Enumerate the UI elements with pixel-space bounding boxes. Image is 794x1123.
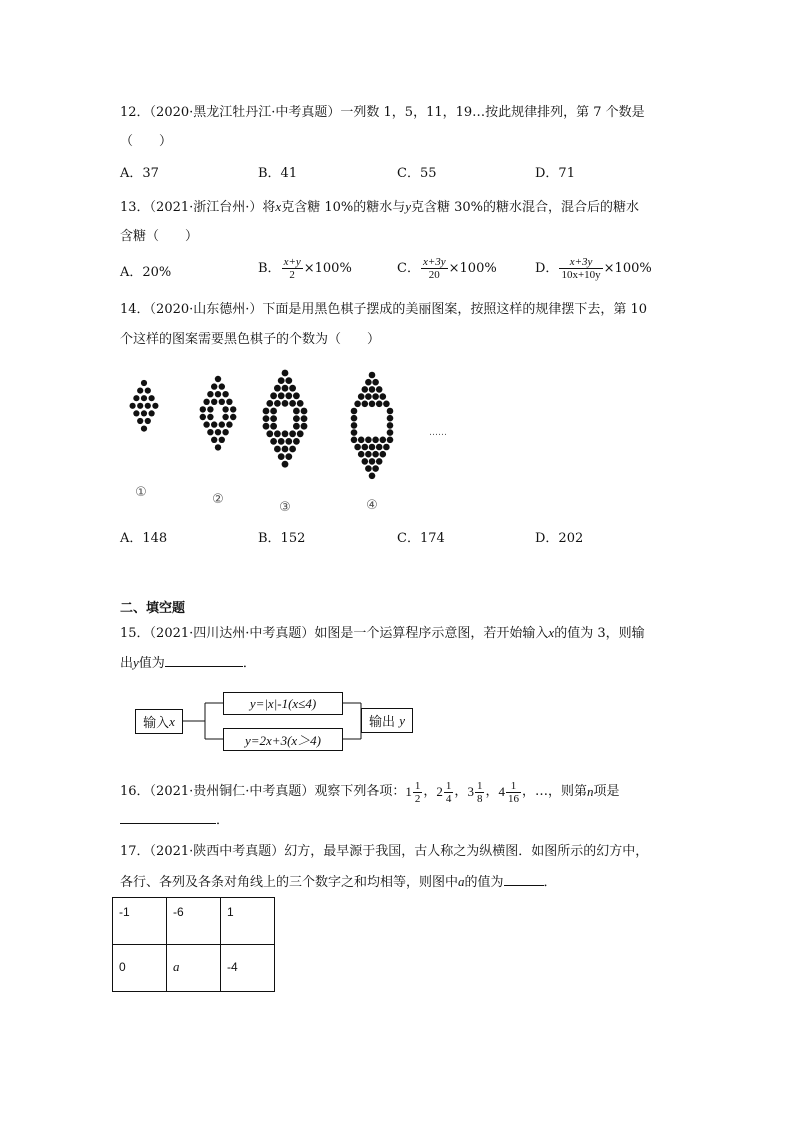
q14-line1: 14．（2020·山东德州·）下面是用黑色棋子摆成的美丽图案，按照这样的规律摆下去，第 10 [120, 302, 648, 317]
go-stone [200, 406, 206, 412]
go-stone [289, 385, 296, 392]
go-stone [230, 414, 236, 420]
q15-flow-output-label: 输出 [369, 715, 396, 730]
q17-magic-square [112, 897, 275, 992]
q13-line1 [120, 198, 639, 217]
go-stone [222, 414, 228, 420]
go-stone [130, 403, 136, 409]
q13-line1-text-c: 克含糖 30%的糖水混合，混合后的糖水 [411, 200, 640, 215]
go-stone [137, 418, 143, 424]
go-stone [207, 391, 213, 397]
go-stone [219, 399, 225, 405]
go-stone [293, 392, 300, 399]
q16-term-3-whole: 3 [467, 784, 474, 799]
go-stone [358, 393, 365, 400]
go-stone [362, 386, 369, 393]
q15-flow-input-box [135, 709, 183, 734]
q13-option-b-denominator: 2 [289, 269, 295, 281]
q17-cell-r2c3: -4 [221, 945, 275, 992]
go-stone [282, 461, 289, 468]
q16-term-2-den: 4 [445, 792, 452, 805]
q12-option-c: C．55 [397, 166, 437, 181]
go-stone [372, 393, 379, 400]
go-stone [278, 453, 285, 460]
go-stone [285, 392, 292, 399]
q15-line2-text-a: 出 [120, 656, 134, 671]
go-stone [149, 395, 155, 401]
go-stone [133, 410, 139, 416]
go-stone [387, 422, 394, 429]
q16-term-2-whole: 2 [436, 784, 443, 799]
go-stone [365, 379, 372, 386]
go-stone [387, 437, 394, 444]
go-stone [215, 429, 221, 435]
q13-option-c-pct: ×100% [448, 260, 497, 276]
q16-line2 [120, 812, 229, 830]
q16-sep-2: ， [454, 784, 468, 799]
go-stone [358, 437, 365, 444]
q17-answer-blank[interactable] [504, 885, 544, 886]
q17-cell-r2c1: 0 [113, 945, 167, 992]
q13-option-d-numerator: x+3y [559, 256, 602, 269]
q13-option-d-denominator: 10x+10y [561, 269, 601, 281]
q13-line1-text-a: 13．（2021·浙江台州·）将 [120, 200, 276, 215]
q17-line1: 17．（2021·陕西中考真题）幻方，最早源于我国，古人称之为纵横图．如图所示的幻方中， [120, 844, 649, 859]
go-stone [211, 437, 217, 443]
go-stone [203, 421, 209, 427]
q17-line2 [120, 873, 557, 892]
go-stone [282, 430, 289, 437]
go-stone [207, 406, 213, 412]
q16-term-4-fraction [506, 780, 521, 805]
go-stone [274, 385, 281, 392]
go-stone [137, 403, 143, 409]
q13-option-d-pct: ×100% [603, 260, 652, 276]
q13-option-c-fraction [421, 256, 448, 281]
q14-figure-label-1: ① [135, 485, 147, 500]
q16-term-2-num: 1 [445, 779, 452, 792]
go-stone [282, 446, 289, 453]
go-stone [211, 421, 217, 427]
q15-var-x: x [548, 625, 555, 640]
q16-line1-text-c: 项是 [593, 784, 620, 799]
q16-term-1 [405, 780, 423, 805]
q13-var-y: y [405, 199, 411, 214]
go-stone [365, 451, 372, 458]
go-stone [278, 392, 285, 399]
go-stone [369, 473, 376, 480]
q17-cell-r2c2: a [167, 945, 221, 992]
q17-line2-text-a: 各行、各列及各条对角线上的三个数字之和均相等，则图中 [120, 875, 459, 890]
q15-flow-branch2-box [223, 728, 343, 751]
go-stone [278, 438, 285, 445]
go-stone [369, 386, 376, 393]
q13-option-a: A．20% [120, 265, 172, 280]
q12-option-a: A．37 [120, 166, 159, 181]
q16-term-2-fraction [444, 780, 454, 805]
go-stone [380, 437, 387, 444]
go-stone [266, 430, 273, 437]
q17-cell-r1c1: -1 [113, 898, 167, 945]
go-stone [270, 408, 277, 415]
go-stone [215, 444, 221, 450]
go-stone [149, 410, 155, 416]
q16-term-4-den: 16 [507, 792, 519, 805]
go-stone [354, 444, 361, 451]
go-stone [372, 451, 379, 458]
go-stone [219, 383, 225, 389]
q14-stone-dots [130, 370, 394, 480]
q13-option-c-label: C． [397, 260, 420, 276]
go-stone [351, 429, 358, 436]
go-stone [376, 386, 383, 393]
table-row [113, 945, 275, 992]
q14-option-b: B．152 [258, 531, 306, 546]
go-stone [282, 385, 289, 392]
q16-sep-3: ， [485, 784, 499, 799]
q16-term-3-den: 8 [476, 792, 483, 805]
q12-line2: （ ） [120, 134, 173, 149]
q16-term-1-whole: 1 [405, 784, 412, 799]
go-stone [301, 423, 308, 430]
go-stone [372, 465, 379, 472]
q15-line2-end: ． [242, 656, 256, 671]
go-stone [383, 444, 390, 451]
section-title-fill-in: 二、填空题 [120, 601, 186, 616]
go-stone [141, 410, 147, 416]
q15-flow-output-box [361, 708, 413, 733]
q13-line1-text-b: 克含糖 10%的糖水与 [281, 200, 406, 215]
go-stone [215, 376, 221, 382]
q14-figure-label-4: ④ [366, 498, 378, 513]
q13-option-c [397, 256, 497, 281]
go-stone [383, 401, 390, 408]
go-stone [219, 421, 225, 427]
go-stone [230, 406, 236, 412]
go-stone [207, 429, 213, 435]
q17-var-a: a [458, 874, 465, 889]
q14-option-c: C．174 [397, 531, 445, 546]
go-stone [215, 391, 221, 397]
go-stone [200, 414, 206, 420]
q14-option-d: D．202 [535, 531, 584, 546]
go-stone [274, 400, 281, 407]
go-stone [369, 372, 376, 379]
q16-term-1-num: 1 [414, 779, 421, 792]
go-stone [270, 392, 277, 399]
go-stone [376, 444, 383, 451]
q16-line1 [120, 772, 619, 812]
go-stone [369, 401, 376, 408]
go-stone [289, 430, 296, 437]
q15-flow-branch1-box [223, 692, 343, 715]
q17-cell-r1c2: -6 [167, 898, 221, 945]
q14-line2: 个这样的图案需要黑色棋子的个数为（ ） [120, 332, 381, 347]
go-stone [270, 438, 277, 445]
go-stone [293, 415, 300, 422]
go-stone [354, 401, 361, 408]
go-stone [222, 406, 228, 412]
q14-option-a: A．148 [120, 531, 168, 546]
q16-term-3-num: 1 [476, 779, 483, 792]
go-stone [301, 408, 308, 415]
q16-term-4 [498, 780, 522, 805]
go-stone [263, 423, 270, 430]
q16-line1-text-b: ，…，则第 [521, 784, 587, 799]
q15-flow-input-label: 输入 [143, 716, 170, 731]
go-stone [211, 399, 217, 405]
go-stone [351, 408, 358, 415]
q16-answer-blank[interactable] [120, 823, 216, 824]
go-stone [141, 380, 147, 386]
q15-flow-input-var: x [169, 713, 175, 729]
go-stone [226, 399, 232, 405]
go-stone [297, 430, 304, 437]
go-stone [133, 395, 139, 401]
go-stone [362, 401, 369, 408]
q15-answer-blank[interactable] [165, 666, 243, 667]
go-stone [263, 415, 270, 422]
go-stone [226, 421, 232, 427]
go-stone [285, 377, 292, 384]
go-stone [203, 399, 209, 405]
q12-option-b: B．41 [258, 166, 298, 181]
q15-flow-output-var: y [399, 712, 405, 728]
go-stone [351, 437, 358, 444]
q14-figure-label-3: ③ [279, 500, 291, 515]
q14-figure-go-stone-patterns [120, 365, 460, 515]
q16-term-4-num: 1 [506, 780, 521, 793]
go-stone [365, 393, 372, 400]
q16-term-2 [436, 780, 454, 805]
go-stone [369, 444, 376, 451]
q16-term-3-fraction [475, 780, 485, 805]
q13-line2: 含糖（ ） [120, 229, 199, 244]
go-stone [141, 395, 147, 401]
go-stone [285, 453, 292, 460]
q13-option-b-numerator: x+y [283, 256, 301, 268]
go-stone [222, 391, 228, 397]
go-stone [137, 388, 143, 394]
q16-sep-1: ， [423, 784, 437, 799]
q16-term-1-fraction [413, 780, 423, 805]
q16-term-1-den: 2 [414, 792, 421, 805]
q13-option-d-label: D． [535, 260, 559, 276]
go-stone [387, 429, 394, 436]
go-stone [270, 423, 277, 430]
go-stone [274, 430, 281, 437]
go-stone [376, 458, 383, 465]
q12-line1: 12．（2020·黑龙江牡丹江·中考真题）一列数 1，5，11，19…按此规律排列，第 7 个数是 [120, 105, 645, 120]
go-stone [145, 388, 151, 394]
go-stone [141, 426, 147, 432]
go-stone [222, 429, 228, 435]
q13-option-b-fraction [282, 256, 303, 281]
go-stone [351, 415, 358, 422]
q14-figure-ellipsis: …… [429, 428, 447, 438]
go-stone [278, 377, 285, 384]
q13-var-x: x [275, 199, 282, 214]
q16-term-3 [467, 780, 485, 805]
q13-option-b-pct: ×100% [303, 260, 352, 276]
go-stone [365, 465, 372, 472]
go-stone [266, 400, 273, 407]
q13-option-b [258, 256, 352, 281]
q13-option-d [535, 256, 652, 281]
q13-option-c-denominator: 20 [428, 269, 440, 281]
go-stone [152, 403, 158, 409]
go-stone [387, 415, 394, 422]
go-stone [380, 451, 387, 458]
q13-option-b-label: B． [258, 260, 281, 276]
q17-cell-r1c3: 1 [221, 898, 275, 945]
q16-line2-end: ． [216, 813, 230, 828]
q13-option-c-numerator: x+3y [422, 256, 446, 268]
go-stone [274, 446, 281, 453]
go-stone [282, 370, 289, 377]
go-stone [362, 458, 369, 465]
go-stone [372, 437, 379, 444]
go-stone [365, 437, 372, 444]
q16-term-4-whole: 4 [498, 784, 505, 799]
go-stone [219, 437, 225, 443]
go-stone [297, 400, 304, 407]
go-stone [211, 383, 217, 389]
table-row [113, 898, 275, 945]
go-stone [263, 408, 270, 415]
q15-line1-text-a: 15．（2021·四川达州·中考真题）如图是一个运算程序示意图，若开始输入 [120, 626, 549, 641]
go-stone [369, 458, 376, 465]
go-stone [358, 451, 365, 458]
q15-line1-text-b: 的值为 3，则输 [554, 626, 645, 641]
go-stone [145, 418, 151, 424]
go-stone [207, 414, 213, 420]
q14-figure-label-2: ② [212, 492, 224, 507]
go-stone [285, 438, 292, 445]
go-stone [289, 446, 296, 453]
go-stone [293, 438, 300, 445]
go-stone [270, 415, 277, 422]
go-stone [293, 408, 300, 415]
go-stone [282, 400, 289, 407]
q17-line2-text-b: 的值为 [464, 875, 504, 890]
q15-line1 [120, 624, 645, 643]
q13-option-d-fraction [559, 256, 602, 281]
go-stone [362, 444, 369, 451]
go-stone [301, 415, 308, 422]
go-stone [372, 379, 379, 386]
q15-line2-text-b: 值为 [138, 656, 165, 671]
q16-line1-text-a: 16．（2021·贵州铜仁·中考真题）观察下列各项： [120, 784, 406, 799]
q15-var-y: y [133, 655, 139, 670]
q15-flow-branch1-text: y=|x|-1(x≤4) [249, 695, 317, 711]
q12-option-d: D．71 [535, 166, 575, 181]
go-stone [293, 423, 300, 430]
go-stone [351, 422, 358, 429]
go-stone [289, 400, 296, 407]
go-stone [145, 403, 151, 409]
go-stone [380, 393, 387, 400]
go-stone [376, 401, 383, 408]
q15-flow-branch2-text: y=2x+3(x＞4) [244, 733, 321, 748]
q16-var-n: n [586, 784, 594, 799]
q17-line2-end: ． [543, 875, 557, 890]
go-stone [387, 408, 394, 415]
q15-line2 [120, 654, 256, 673]
